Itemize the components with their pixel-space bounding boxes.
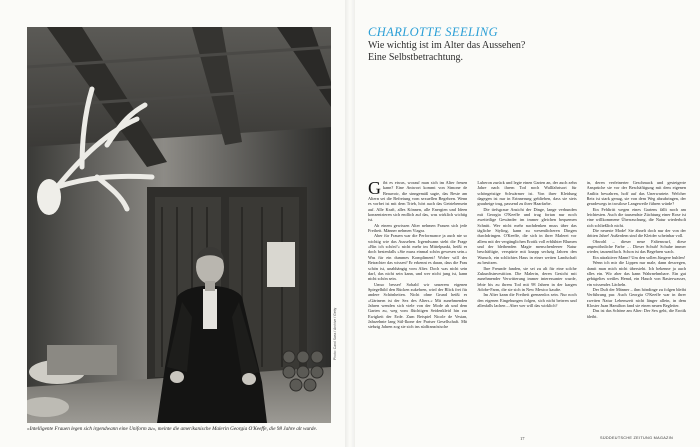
paragraph: Ein Fehltritt wegen eines Gartens fällt noch am leichtesten. Auch die tausendste Züchtung einer Rose ist eine willkommene Überraschung, die Natur wiederholt sich schließlich nicht. xyxy=(586,206,686,228)
article-body xyxy=(368,180,686,430)
photo-illustration xyxy=(27,27,331,423)
text-column-1 xyxy=(368,180,467,430)
paragraph: Wenn ich mir die Lippen nur male, dann deswegen, damit man mich nicht übersieht. Ich bekenne ja auch alles ein. Wir aber das kann Wahrnehmbare. Ein gut gebügeltes weißes Hemd, ein Hauch von Rasierwasser, ein wissendes Lächeln. xyxy=(586,260,686,287)
paragraph: Umso besser! Sobald wir unserem eigenen Spiegelbild den Rücken zukehren, wird der Blick frei für andere Schönheiten. Nicht ohne Grund heißt es »Gärtnern ist der Sex des Alters.« Mit zunehmenden Jahren wenden sich viele von der Mode ab und dem Garten zu, weg vom flüchtigen Seidenkleid hin zur Ewigkeit der Erde. Zum Beispiel Nicole de Vesian, Jahrzehnte lang Stil-Ikone der Pariser Gesellschaft. Mit siebzig Jahren zog sie sich ins südfranzösische xyxy=(368,281,468,330)
paragraph: Luberon zurück und legte einen Garten an, der auch zehn Jahre nach ihrem Tod noch Wallfahrtsort für schöngeistige Schwärmer ist. Von ihrer Kleidung dagegen ist nur in Erinnerung geblieben, dass sie stets graubeige trug, passend zu ihrer Haarfarbe. xyxy=(477,180,577,207)
paragraph: in, deren verfeinerter Geschmack und gesteigerte Ansprüche sie vor der Beschäftigung mit dem eigenen Antlitz bewahren, hoff auf das Unerwartete. Welcher Reiz ist stark genug, sie von dem Weg abzubringen, der geradewegs in trostlose Langeweile führen würde? xyxy=(586,180,686,207)
drop-cap: G xyxy=(368,180,381,198)
paragraph: Das ist das Schöne am Alter: Der Sex geht, die Erotik bleibt. xyxy=(586,308,686,319)
text-column-2 xyxy=(477,180,576,430)
page-gutter xyxy=(345,0,355,447)
paragraph-text: ibt es etwas, worauf man sich im Alter freuen kann? Eine Antwort kommt von Simone de Beauvoir, die sinngemäß sagte, das Beste am Altern sei die Befreiung vom sexuellen Begehren. Wenn es vorbei ist mit dem Trieb, hört auch das Getriebensein auf. Alle Kraft, alles Können, alle Energien und Ideen konzentrieren sich endlich auf das, was wirklich wichtig ist. xyxy=(368,180,468,223)
paragraph: Die neueste Mode! Sie ähnelt doch nur der von der dritten Jahre! Außerdem sind die Kleider scheinbar voll. xyxy=(586,228,686,239)
portrait-photo xyxy=(27,27,331,423)
author-name: CHARLOTTE SEELING xyxy=(368,25,499,39)
paragraph: Im Alter kann die Freiheit grenzenlos sein. Nur noch den eigenen Eingebungen folgen, sich nicht beirren und allenfalls lachen – Aber wer will das wirklich? xyxy=(477,292,577,308)
paragraph: Ein attraktiver Mann? Um den sollen Jüngere buhlen! xyxy=(592,254,686,260)
article-headline xyxy=(368,40,688,63)
paragraph: Obwohl – dieser neue Faltenwurf, diese ungewöhnliche Farbe … Dieser Schuh! Schuhe immer wieder, tausendfach. Schon ist das Begehren wach. xyxy=(586,238,686,255)
paragraph: Ab einem gewissen Alter nehmen Frauen sich jede Freiheit. Männer nehmen Viagra. xyxy=(368,222,468,234)
headline-line-2: Eine Selbstbetrachtung. xyxy=(368,51,463,63)
text-column-3 xyxy=(587,180,686,430)
magazine-masthead: SÜDDEUTSCHE ZEITUNG MAGAZIN xyxy=(600,436,674,440)
paragraph: Die tiefsgraue Ansicht der Dinge, lange verbunden mit Georgia O'Keeffe und trug fortan nur noch zweiteilige Gewänder im immer gleichen bequemen Schnitt. Wer nicht mehr nachdenken muss über das tägliche Styling, kann zu wesentlicheren Dingen durchdringen. O'Keeffe, die sich in ihrer Malerei vor allem mit der vergänglichen Erotik voll erblühter Blumen und der bleibenden Magie menschenleerer Natur beschäftigte, verspürte mit knapp sechzig Jahren den Wunsch, ein schlichtes Haus in einer weiten Landschaft zu besitzen. xyxy=(477,206,577,266)
paragraph: Ihre Freunde fanden, sie sei zu alt für eine solche Zukunftsinvestition. Die Malerin, deren Gesicht mit zunehmender Verwitterung immer interessanter wurde, lebte bis zu ihrem Tod mit 98 Jahren in der kargen Adobe-Farm, die sie sich in New Mexico kaufte. xyxy=(477,265,577,292)
page-number: 17 xyxy=(520,436,525,441)
paragraph: Aber für Frauen war die Performance ja auch nie so wichtig wie das Aussehen. Irgendwann steht die Frage »Bin ich schön?« nicht mehr im Mittelpunkt, heißt es doch bestenfalls »Sie muss einmal schön gewesen sein.« Was für ein dummes Kompliment! Woher will der Betrachter das wissen? Er erkennt es daran, dass die Frau schön ist, unabhängig vom Alter. Doch was nicht sein darf, das nicht sein kann, und wer nicht jung ist, kann nicht schön sein. xyxy=(368,233,468,282)
photo-credit: Photo: Carol Sass / Archive / Getty xyxy=(333,307,337,360)
paragraph: Der Duft der Männer – ihm höndinge zu folgen bleibt Verführung pur. Auch Georgia O'Keeffe war in ihrer zweiten Natur Lebenszeit nicht länger allein, in dem Kloster Juan Hamilton fand sie einen neuen Begleiter. xyxy=(586,286,686,308)
headline-line-1: Wie wichtig ist im Alter das Aussehen? xyxy=(368,40,526,51)
photo-caption: »Intelligente Frauen legen sich irgendwann eine Uniform zu«, meinte die amerikanische Malerin Georgia O'Keeffe, die 98 Jahre alt wurde. xyxy=(27,426,318,432)
paragraph xyxy=(368,180,467,223)
